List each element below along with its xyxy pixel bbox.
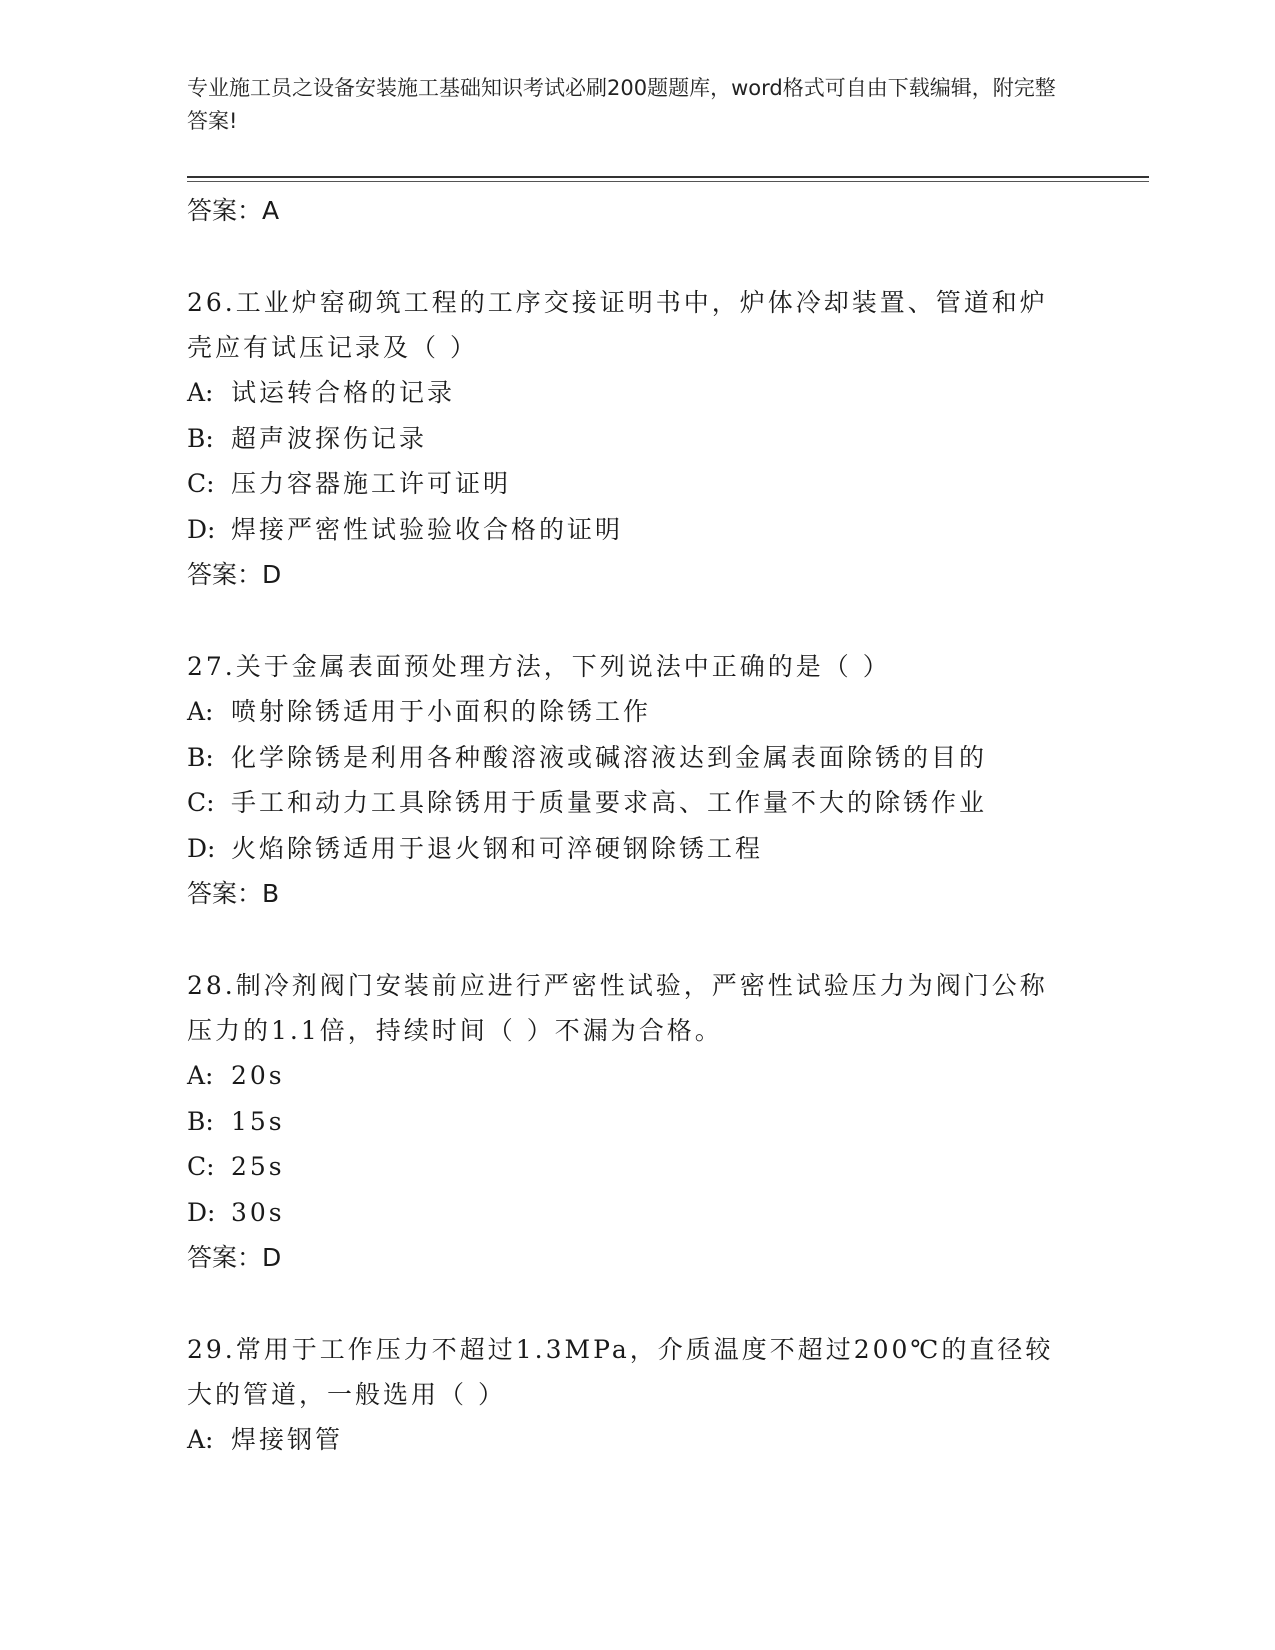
- option-label: B:: [187, 742, 214, 772]
- option-label: D:: [187, 514, 216, 544]
- option-item: [187, 461, 1067, 507]
- document-body: [187, 188, 1067, 1463]
- header-divider-thick: [187, 176, 1149, 178]
- answer-line: 答案：D: [187, 1243, 282, 1272]
- option-item: [187, 780, 1067, 826]
- option-label: B:: [187, 1106, 214, 1136]
- option-item: [187, 1144, 1067, 1190]
- option-item: [187, 689, 1067, 735]
- option-item: [187, 416, 1067, 462]
- option-item: [187, 735, 1067, 781]
- option-item: [187, 1190, 1067, 1236]
- option-item: [187, 370, 1067, 416]
- option-label: A:: [187, 697, 214, 726]
- option-text: 手工和动力工具除锈用于质量要求高、工作量不大的除锈作业: [231, 788, 988, 817]
- header-divider-thin: [187, 181, 1149, 182]
- question-block: [187, 1327, 1067, 1463]
- header-title: 专业施工员之设备安装施工基础知识考试必刷200题题库，word格式可自由下载编辑，附完整答案!: [187, 76, 1056, 133]
- answer-line: 答案：D: [187, 560, 282, 589]
- option-label: C:: [187, 469, 215, 498]
- answer-line: 答案：A: [187, 196, 280, 225]
- answer-line: 答案：B: [187, 879, 280, 908]
- option-item: [187, 826, 1067, 872]
- question-text: 26.工业炉窑砌筑工程的工序交接证明书中，炉体冷却装置、管道和炉壳应有试压记录及（ ）: [187, 288, 1048, 362]
- option-item: [187, 1417, 1067, 1463]
- option-label: A:: [187, 378, 214, 407]
- option-text: 超声波探伤记录: [231, 423, 428, 453]
- option-label: A:: [187, 1425, 214, 1454]
- option-text: 喷射除锈适用于小面积的除锈工作: [231, 697, 652, 726]
- option-label: B:: [187, 423, 214, 453]
- option-label: A:: [187, 1061, 214, 1090]
- option-text: 30s: [231, 1197, 285, 1227]
- option-text: 焊接钢管: [231, 1425, 344, 1454]
- question-text: 28.制冷剂阀门安装前应进行严密性试验，严密性试验压力为阀门公称压力的1.1倍，持续时间（ ）不漏为合格。: [187, 971, 1048, 1045]
- option-text: 化学除锈是利用各种酸溶液或碱溶液达到金属表面除锈的目的: [231, 742, 988, 772]
- question-block: [187, 280, 1067, 598]
- question-text: 29.常用于工作压力不超过1.3MPa，介质温度不超过200℃的直径较大的管道，一般选用（ ）: [187, 1335, 1054, 1409]
- option-label: C:: [187, 1152, 215, 1181]
- option-label: C:: [187, 788, 215, 817]
- option-text: 20s: [231, 1061, 285, 1090]
- option-item: [187, 1099, 1067, 1145]
- option-text: 25s: [231, 1152, 285, 1181]
- option-item: [187, 1053, 1067, 1099]
- option-text: 火焰除锈适用于退火钢和可淬硬钢除锈工程: [231, 833, 764, 863]
- option-text: 15s: [231, 1106, 285, 1136]
- document-header: [187, 72, 1067, 138]
- question-text: 27.关于金属表面预处理方法，下列说法中正确的是（ ）: [187, 652, 891, 681]
- question-block: [187, 644, 1067, 917]
- option-item: [187, 507, 1067, 553]
- option-label: D:: [187, 833, 216, 863]
- option-text: 压力容器施工许可证明: [231, 469, 512, 498]
- option-text: 试运转合格的记录: [231, 378, 456, 407]
- question-block: [187, 963, 1067, 1281]
- option-text: 焊接严密性试验验收合格的证明: [231, 514, 624, 544]
- option-label: D:: [187, 1197, 216, 1227]
